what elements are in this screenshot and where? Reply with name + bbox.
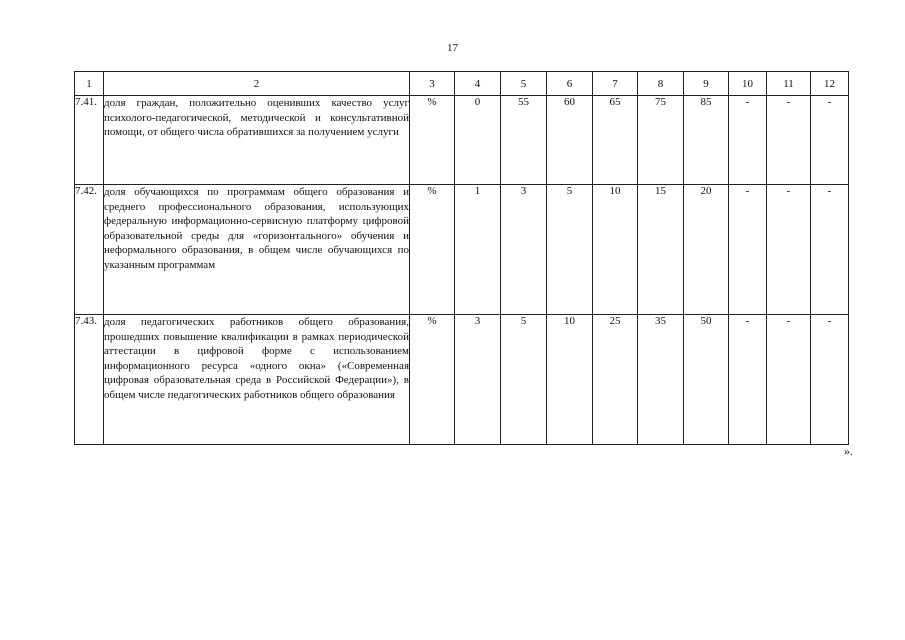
page-number: 17 [447, 42, 458, 54]
table-header-row [75, 72, 849, 96]
row-value: 10 [593, 185, 638, 315]
closing-quote-mark: ». [844, 444, 853, 458]
row-value: - [729, 96, 767, 185]
header-cell: 1 [75, 72, 104, 96]
table-row [75, 315, 849, 445]
header-cell: 9 [684, 72, 729, 96]
row-value: 1 [455, 185, 501, 315]
row-value: 85 [684, 96, 729, 185]
row-value: - [767, 96, 811, 185]
row-value: 15 [638, 185, 684, 315]
row-value: 10 [547, 315, 593, 445]
row-value: 25 [593, 315, 638, 445]
row-description: доля граждан, положительно оценивших качество услуг психолого-педагогической, методической и консультативной помощи, от общего числа обратившихся за получением услуги [104, 96, 410, 185]
row-value: - [729, 315, 767, 445]
row-unit: % [410, 96, 455, 185]
row-value: - [811, 315, 849, 445]
row-value: 3 [501, 185, 547, 315]
row-value: - [811, 185, 849, 315]
header-cell: 11 [767, 72, 811, 96]
header-cell: 8 [638, 72, 684, 96]
row-value: 75 [638, 96, 684, 185]
table-row [75, 96, 849, 185]
header-cell: 10 [729, 72, 767, 96]
row-value: 5 [547, 185, 593, 315]
row-unit: % [410, 185, 455, 315]
row-description: доля педагогических работников общего образования, прошедших повышение квалификации в рамках периодической аттестации в цифровой форме с использованием информационного ресурса «одного окна» («Современная цифровая образовательная среда в Российской Федерации»), в общем числе педагогических работников общего образования [104, 315, 410, 445]
header-cell: 12 [811, 72, 849, 96]
row-value: 35 [638, 315, 684, 445]
header-cell: 2 [104, 72, 410, 96]
table-row [75, 185, 849, 315]
indicators-table [74, 71, 849, 445]
row-code: 7.41. [75, 96, 104, 185]
row-value: - [767, 185, 811, 315]
row-value: 60 [547, 96, 593, 185]
header-cell: 3 [410, 72, 455, 96]
header-cell: 7 [593, 72, 638, 96]
row-description: доля обучающихся по программам общего образования и среднего профессионального образования, использующих федеральную информационно-сервисную платформу цифровой образовательной среды для «горизонтального» обучения и неформального образования, в общем числе обучающихся по указанным программам [104, 185, 410, 315]
row-code: 7.43. [75, 315, 104, 445]
row-value: 20 [684, 185, 729, 315]
row-value: - [729, 185, 767, 315]
row-value: 65 [593, 96, 638, 185]
row-code: 7.42. [75, 185, 104, 315]
header-cell: 4 [455, 72, 501, 96]
row-value: 50 [684, 315, 729, 445]
row-value: - [811, 96, 849, 185]
header-cell: 5 [501, 72, 547, 96]
row-value: - [767, 315, 811, 445]
row-value: 0 [455, 96, 501, 185]
row-value: 3 [455, 315, 501, 445]
row-unit: % [410, 315, 455, 445]
row-value: 5 [501, 315, 547, 445]
header-cell: 6 [547, 72, 593, 96]
row-value: 55 [501, 96, 547, 185]
